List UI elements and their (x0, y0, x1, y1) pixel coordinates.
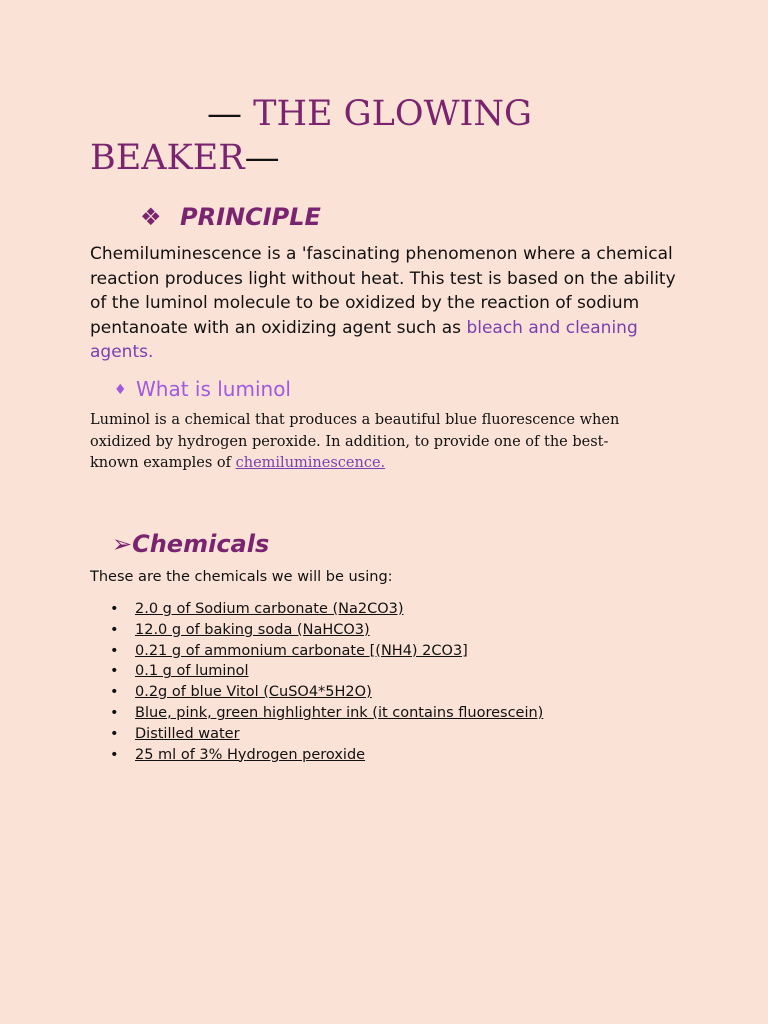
principle-paragraph (90, 242, 680, 365)
list-item (90, 724, 543, 745)
list-item (90, 641, 543, 662)
principle-heading-text: PRINCIPLE (180, 203, 321, 231)
chemicals-heading-text: Chemicals (132, 530, 270, 558)
luminol-body: Luminol is a chemical that produces a beautiful blue fluorescence when oxidized by hydrogen peroxide. In addition, to provide one of the best-known examples of (90, 412, 620, 471)
title-dash-right: — (244, 138, 280, 178)
list-item (90, 682, 543, 703)
list-item-text: 12.0 g of baking soda (NaHCO3) (135, 621, 370, 638)
document-title (90, 92, 650, 180)
bullet-dot-icon: • (110, 704, 119, 721)
list-item-text: Blue, pink, green highlighter ink (it contains fluorescein) (135, 704, 544, 721)
bullet-dot-icon: • (110, 746, 119, 763)
principle-highlight: bleach and cleaning agents. (90, 317, 638, 362)
luminol-paragraph (90, 410, 650, 475)
bullet-dot-icon: • (110, 684, 119, 701)
arrow-bullet-icon: ➢ (112, 530, 133, 558)
diamond-bullet-icon: ♦ (114, 382, 127, 398)
list-item-text: Distilled water (135, 725, 240, 742)
principle-heading (140, 200, 321, 234)
list-item-text: 2.0 g of Sodium carbonate (Na2CO3) (135, 601, 404, 617)
bullet-dot-icon: • (110, 621, 119, 638)
chemicals-intro: These are the chemicals we will be using: (90, 569, 393, 585)
list-item (90, 703, 543, 724)
diamond-cluster-icon: ❖ (140, 203, 162, 231)
principle-body: Chemiluminescence is a 'fascinating phenomenon where a chemical reaction produces light without heat. This test is based on the ability of the luminol molecule to be oxidized by the reaction of sodium pentanoate with an oxidizing agent such as (90, 244, 676, 338)
list-item (90, 620, 543, 641)
chemiluminescence-link[interactable]: chemiluminescence. (235, 455, 386, 471)
title-dash-left: — (207, 94, 242, 134)
list-item-text: 0.21 g of ammonium carbonate [(NH4) 2CO3] (135, 642, 468, 659)
list-item (90, 661, 543, 682)
luminol-heading-text: What is luminol (136, 377, 291, 401)
bullet-dot-icon: • (110, 601, 119, 617)
list-item-text: 0.1 g of luminol (135, 663, 249, 680)
title-text-line2: BEAKER (90, 138, 245, 178)
chemicals-list (90, 599, 543, 765)
list-item-text: 25 ml of 3% Hydrogen peroxide (135, 746, 366, 763)
bullet-dot-icon: • (110, 642, 119, 659)
title-text-line1: THE GLOWING (253, 94, 532, 134)
bullet-dot-icon: • (110, 725, 119, 742)
list-item (90, 599, 543, 620)
luminol-heading (114, 375, 291, 404)
bullet-dot-icon: • (110, 663, 119, 680)
list-item-text: 0.2g of blue Vitol (CuSO4*5H2O) (135, 684, 372, 701)
list-item (90, 745, 543, 766)
chemicals-heading (112, 527, 269, 561)
